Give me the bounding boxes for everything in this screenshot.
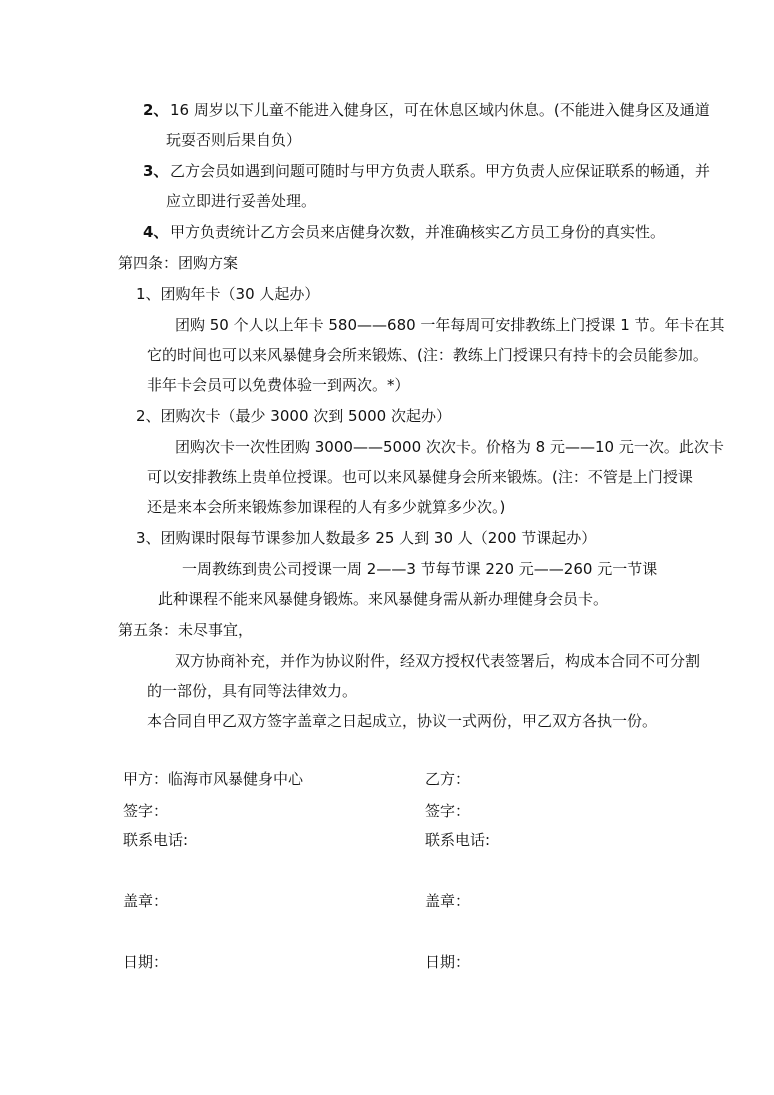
- article-4-item-2-title: 2、团购次卡（最少 3000 次到 5000 次起办）: [136, 407, 451, 425]
- article-4-item-3-line-2: 此种课程不能来风暴健身锻炼。来风暴健身需从新办理健身会员卡。: [158, 590, 609, 608]
- party-a-label: 甲方：临海市风暴健身中心: [123, 770, 304, 788]
- article-4-item-2-line-1: 团购次卡一次性团购 3000——5000 次次卡。价格为 8 元——10 元一次。此次卡: [175, 438, 724, 456]
- party-a-phone-label: 联系电话:: [123, 831, 189, 849]
- item-number-3: 3、: [143, 162, 169, 180]
- party-a-date-label: 日期：: [123, 953, 169, 971]
- article-5-line-3: 本合同自甲乙双方签字盖章之日起成立，协议一式两份，甲乙双方各执一份。: [147, 712, 658, 730]
- article-4-item-2-line-2: 可以安排教练上贵单位授课。也可以来风暴健身会所来锻炼。(注：不管是上门授课: [147, 468, 693, 486]
- party-b-signature-label: 签字：: [425, 802, 471, 820]
- party-b-seal-label: 盖章：: [425, 892, 471, 910]
- item-number-4: 4、: [143, 223, 169, 241]
- item-number-2: 2、: [143, 101, 169, 119]
- item-3-line-1: 乙方会员如遇到问题可随时与甲方负责人联系。甲方负责人应保证联系的畅通，并: [170, 162, 711, 180]
- item-4-line-1: 甲方负责统计乙方会员来店健身次数，并准确核实乙方员工身份的真实性。: [170, 223, 666, 241]
- article-4-item-1-line-1: 团购 50 个人以上年卡 580——680 一年每周可安排教练上门授课 1 节。年卡在其: [175, 316, 725, 334]
- article-5-heading: 第五条：未尽事宜，: [118, 621, 254, 639]
- party-b-phone-label: 联系电话:: [425, 831, 491, 849]
- article-5-line-1: 双方协商补充，并作为协议附件，经双方授权代表签署后，构成本合同不可分割: [175, 652, 701, 670]
- party-a-signature-label: 签字：: [123, 802, 169, 820]
- item-2-line-2: 玩耍否则后果自负）: [166, 131, 302, 149]
- article-4-item-2-line-3: 还是来本会所来锻炼参加课程的人有多少就算多少次。): [147, 498, 506, 516]
- article-4-heading: 第四条：团购方案: [118, 254, 239, 272]
- article-5-line-2: 的一部份，具有同等法律效力。: [147, 682, 358, 700]
- party-b-label: 乙方：: [425, 770, 471, 788]
- article-4-item-1-title: 1、团购年卡（30 人起办）: [136, 285, 320, 303]
- article-4-item-3-title: 3、团购课时限每节课参加人数最多 25 人到 30 人（200 节课起办）: [136, 529, 597, 547]
- article-4-item-3-line-1: 一周教练到贵公司授课一周 2——3 节每节课 220 元——260 元一节课: [182, 560, 658, 578]
- article-4-item-1-line-3: 非年卡会员可以免费体验一到两次。*）: [147, 376, 410, 394]
- item-2-line-1: 16 周岁以下儿童不能进入健身区，可在休息区域内休息。(不能进入健身区及通道: [170, 101, 710, 119]
- article-4-item-1-line-2: 它的时间也可以来风暴健身会所来锻炼、(注：教练上门授课只有持卡的会员能参加。: [147, 346, 708, 364]
- item-3-line-2: 应立即进行妥善处理。: [166, 192, 317, 210]
- party-b-date-label: 日期：: [425, 953, 471, 971]
- party-a-seal-label: 盖章：: [123, 892, 169, 910]
